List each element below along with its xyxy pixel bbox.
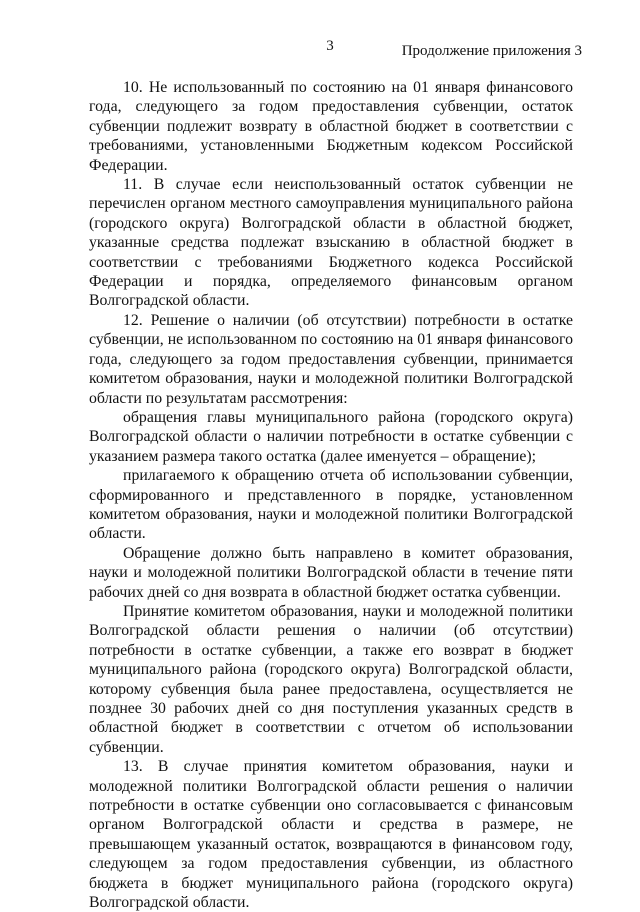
paragraph-12-item-appeal: обращения главы муниципального района (городского округа) Волгоградской области о наличии потребности в остатке субвенции с указанием размера такого остатка (далее именуется – обращение); <box>89 408 573 465</box>
paragraph-11: 11. В случае если неиспользованный остаток субвенции не перечислен органом местного самоуправления муниципального района (городского округа) Волгоградской области в областной бюджет, указанные средства подлежат взысканию в областной бюджет в соответствии с требованиями Бюджетного кодекса Российской Федерации и порядка, определяемого финансовым органом Волгоградской области. <box>89 176 573 310</box>
page-number: 3 <box>326 38 334 54</box>
paragraph-10: 10. Не использованный по состоянию на 01 января финансового года, следующего за годом предоставления субвенции, остаток субвенции подлежит возврату в областной бюджет в соответствии с требованиями, установленными Бюджетным кодексом Российской Федерации. <box>89 79 573 174</box>
continuation-label: Продолжение приложения 3 <box>401 43 582 59</box>
document-body <box>89 78 573 912</box>
paragraph-12-item-report: прилагаемого к обращению отчета об использовании субвенции, сформированного и представленного в порядке, установленном комитетом образования, науки и молодежной политики Волгоградской области. <box>89 467 573 543</box>
paragraph-12-decision: Принятие комитетом образования, науки и молодежной политики Волгоградской области решения о наличии (об отсутствии) потребности в остатке субвенции, а также его возврат в бюджет муниципального района (городского округа) Волгоградской области, которому субвенция была ранее предоставлена, осуществляется не позднее 30 рабочих дней со дня поступления указанных средств в областной бюджет в соответствии с отчетом об использовании субвенции. <box>89 602 573 756</box>
paragraph-12-appeal-deadline: Обращение должно быть направлено в комитет образования, науки и молодежной политики Волгоградской области в течение пяти рабочих дней со дня возврата в областной бюджет остатка субвенции. <box>89 544 573 601</box>
paragraph-13: 13. В случае принятия комитетом образования, науки и молодежной политики Волгоградской области решения о наличии потребности в остатке субвенции оно согласовывается с финансовым органом Волгоградской области и средства в размере, не превышающем указанный остаток, возвращаются в финансовом году, следующем за годом предоставления субвенции, из областного бюджета в бюджет муниципального района (городского округа) Волгоградской области. <box>89 758 573 912</box>
paragraph-12: 12. Решение о наличии (об отсутствии) потребности в остатке субвенции, не использованном по состоянию на 01 января финансового года, следующего за годом предоставления субвенции, принимается комитетом образования, науки и молодежной политики Волгоградской области по результатам рассмотрения: <box>89 311 573 407</box>
